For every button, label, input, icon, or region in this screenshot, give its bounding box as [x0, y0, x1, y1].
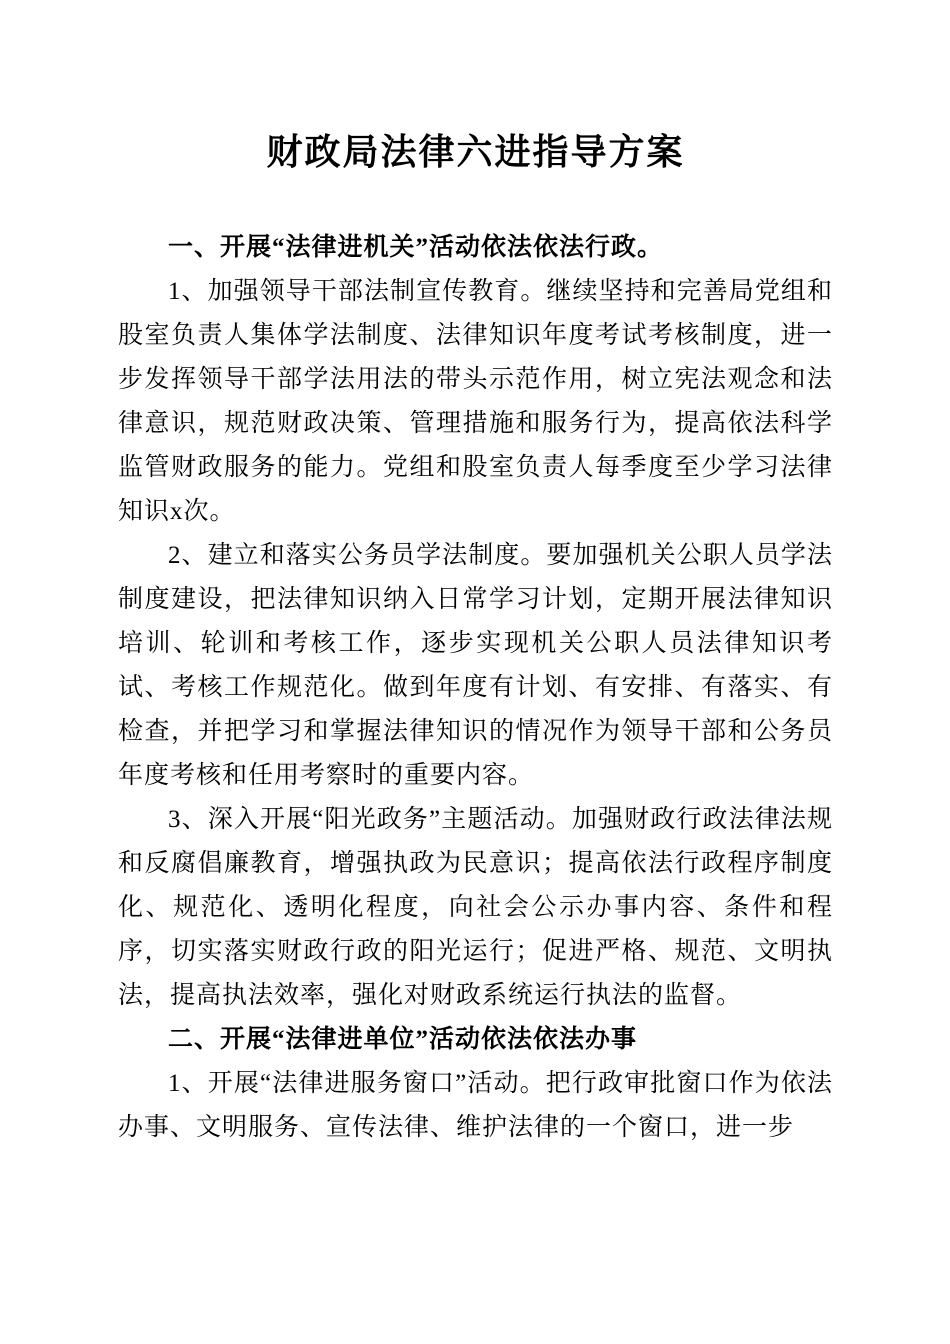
- section-1-heading: 一、开展“法律进机关”活动依法依法行政。: [168, 234, 664, 261]
- document-title: 财政局法律六进指导方案: [266, 132, 685, 172]
- section-2-paragraph-1: 1、开展“法律进服务窗口”活动。把行政审批窗口作为依法办事、文明服务、宣传法律、维护法律的一个窗口，进一步: [118, 1070, 833, 1141]
- section-1-paragraph-3: 3、深入开展“阳光政务”主题活动。加强财政行政法律法规和反腐倡廉教育，增强执政为民意识；提高依法行政程序制度化、规范化、透明化程度，向社会公示办事内容、条件和程序，切实落实财政行政的阳光运行；促进严格、规范、文明执法，提高执法效率，强化对财政系统运行执法的监督。: [118, 806, 833, 1009]
- section-1-paragraph-2: 2、建立和落实公务员学法制度。要加强机关公职人员学法制度建设，把法律知识纳入日常学习计划，定期开展法律知识培训、轮训和考核工作，逐步实现机关公职人员法律知识考试、考核工作规范化。做到年度有计划、有安排、有落实、有检查，并把学习和掌握法律知识的情况作为领导干部和公务员年度考核和任用考察时的重要内容。: [118, 542, 833, 789]
- section-2-heading: 二、开展“法律进单位”活动依法依法办事: [168, 1026, 638, 1053]
- section-1-paragraph-1: 1、加强领导干部法制宣传教育。继续坚持和完善局党组和股室负责人集体学法制度、法律知识年度考试考核制度，进一步发挥领导干部学法用法的带头示范作用，树立宪法观念和法律意识，规范财政决策、管理措施和服务行为，提高依法科学监管财政服务的能力。党组和股室负责人每季度至少学习法律知识x次。: [118, 278, 833, 525]
